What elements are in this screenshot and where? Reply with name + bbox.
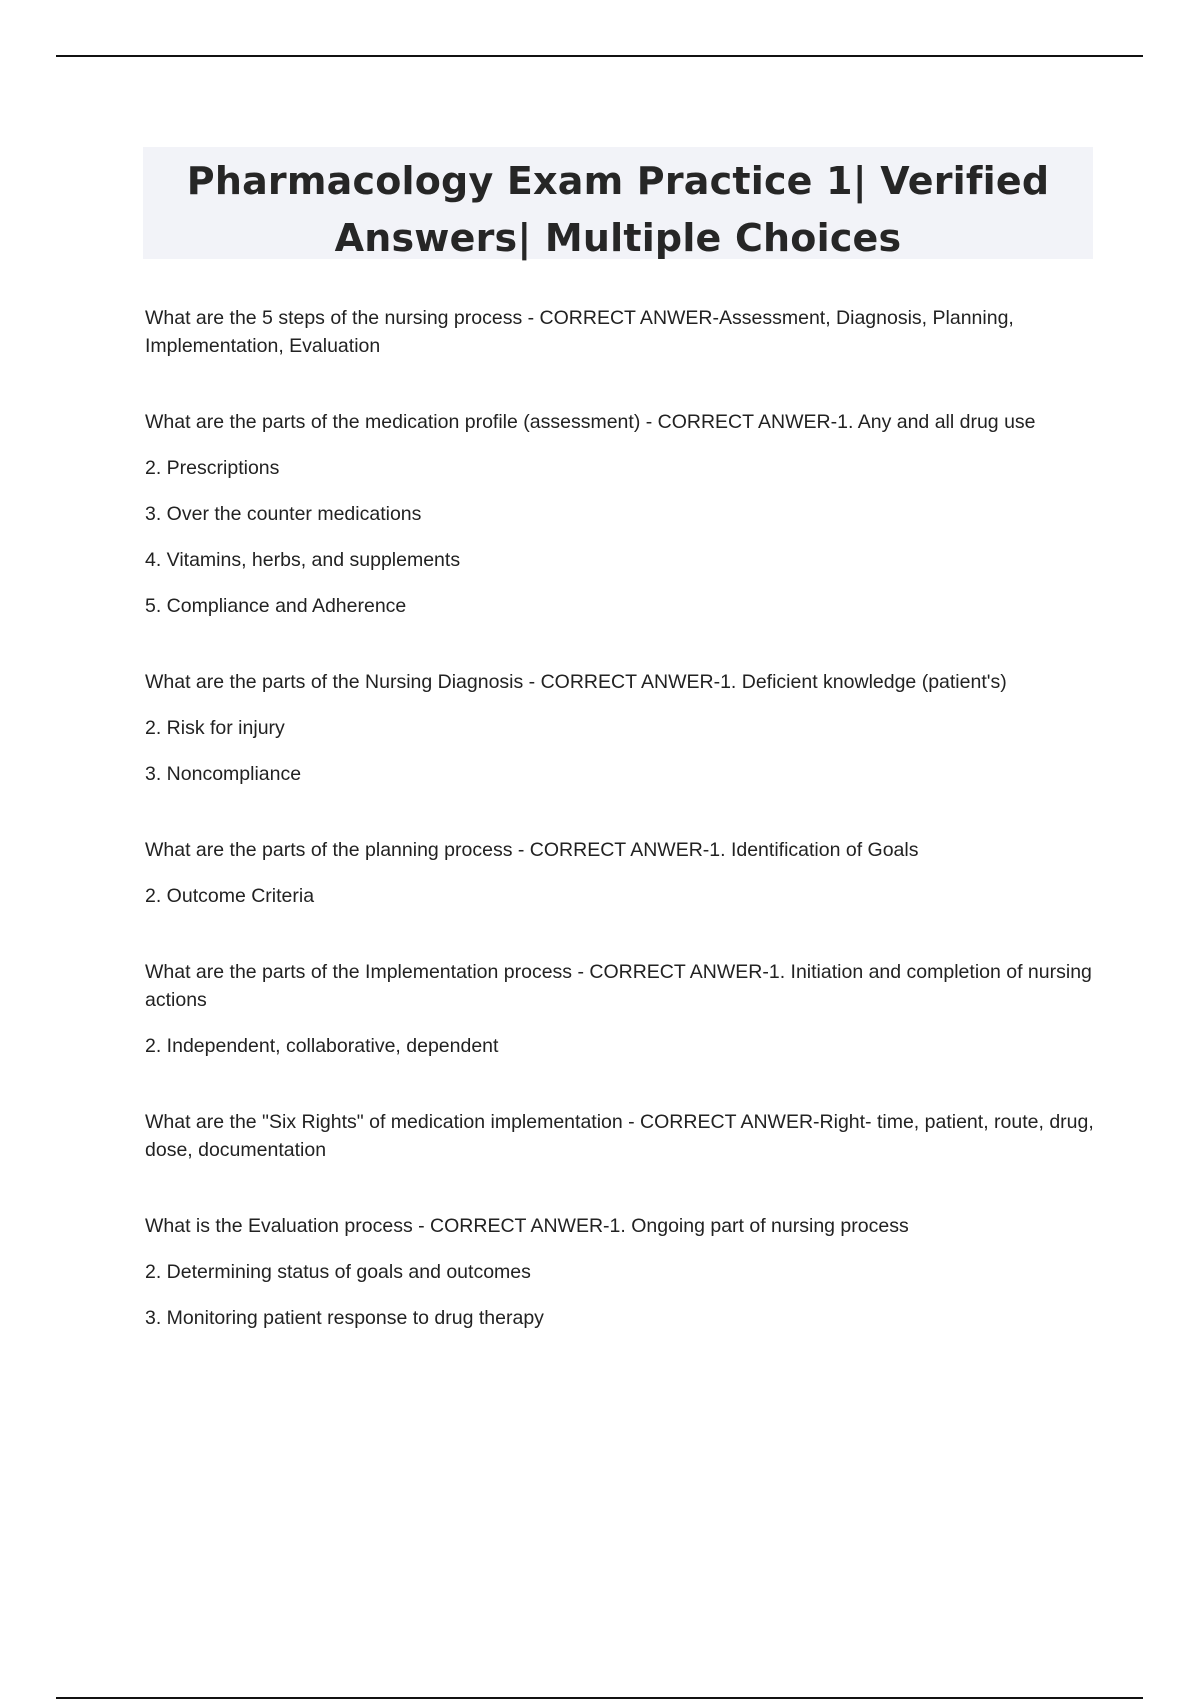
title-banner — [143, 147, 1093, 259]
qa-item-medication-profile — [145, 408, 1095, 620]
qa-question: What are the "Six Rights" of medication implementation - CORRECT ANWER-Right- time, patient, route, drug, dose, documentation — [145, 1111, 1094, 1161]
qa-answer-line: 2. Independent, collaborative, dependent — [145, 1035, 499, 1057]
qa-question: What are the 5 steps of the nursing process - CORRECT ANWER-Assessment, Diagnosis, Planning, Implementation, Evaluation — [145, 307, 1014, 357]
qa-answer-line: 3. Over the counter medications — [145, 503, 422, 525]
qa-question: What are the parts of the planning process - CORRECT ANWER-1. Identification of Goals — [145, 839, 919, 861]
qa-answer-line: 2. Prescriptions — [145, 457, 280, 479]
footer-rule — [56, 1697, 1143, 1699]
qa-question: What are the parts of the Nursing Diagnosis - CORRECT ANWER-1. Deficient knowledge (patient's) — [145, 671, 1007, 693]
qa-question: What are the parts of the Implementation process - CORRECT ANWER-1. Initiation and completion of nursing actions — [145, 961, 1092, 1011]
qa-item-planning-process — [145, 836, 1095, 910]
qa-item-implementation-process — [145, 958, 1095, 1060]
qa-item-nursing-process-steps — [145, 304, 1095, 360]
qa-item-evaluation-process — [145, 1212, 1095, 1332]
header-rule — [56, 55, 1143, 57]
qa-item-six-rights — [145, 1108, 1095, 1164]
qa-answer-line: 2. Risk for injury — [145, 717, 285, 739]
qa-item-nursing-diagnosis — [145, 668, 1095, 788]
qa-answer-line: 3. Monitoring patient response to drug therapy — [145, 1307, 544, 1329]
qa-answer-line: 2. Outcome Criteria — [145, 885, 315, 907]
document-title-line-2: Answers| Multiple Choices — [334, 216, 902, 260]
qa-answer-line: 2. Determining status of goals and outcomes — [145, 1261, 531, 1283]
qa-answer-line: 4. Vitamins, herbs, and supplements — [145, 549, 461, 571]
qa-answer-line: 3. Noncompliance — [145, 763, 302, 785]
qa-question: What are the parts of the medication profile (assessment) - CORRECT ANWER-1. Any and all drug use — [145, 411, 1036, 433]
document-title-line-1: Pharmacology Exam Practice 1| Verified — [186, 159, 1050, 203]
qa-answer-line: 5. Compliance and Adherence — [145, 595, 407, 617]
qa-question: What is the Evaluation process - CORRECT ANWER-1. Ongoing part of nursing process — [145, 1215, 909, 1237]
qa-list — [145, 304, 1095, 1380]
